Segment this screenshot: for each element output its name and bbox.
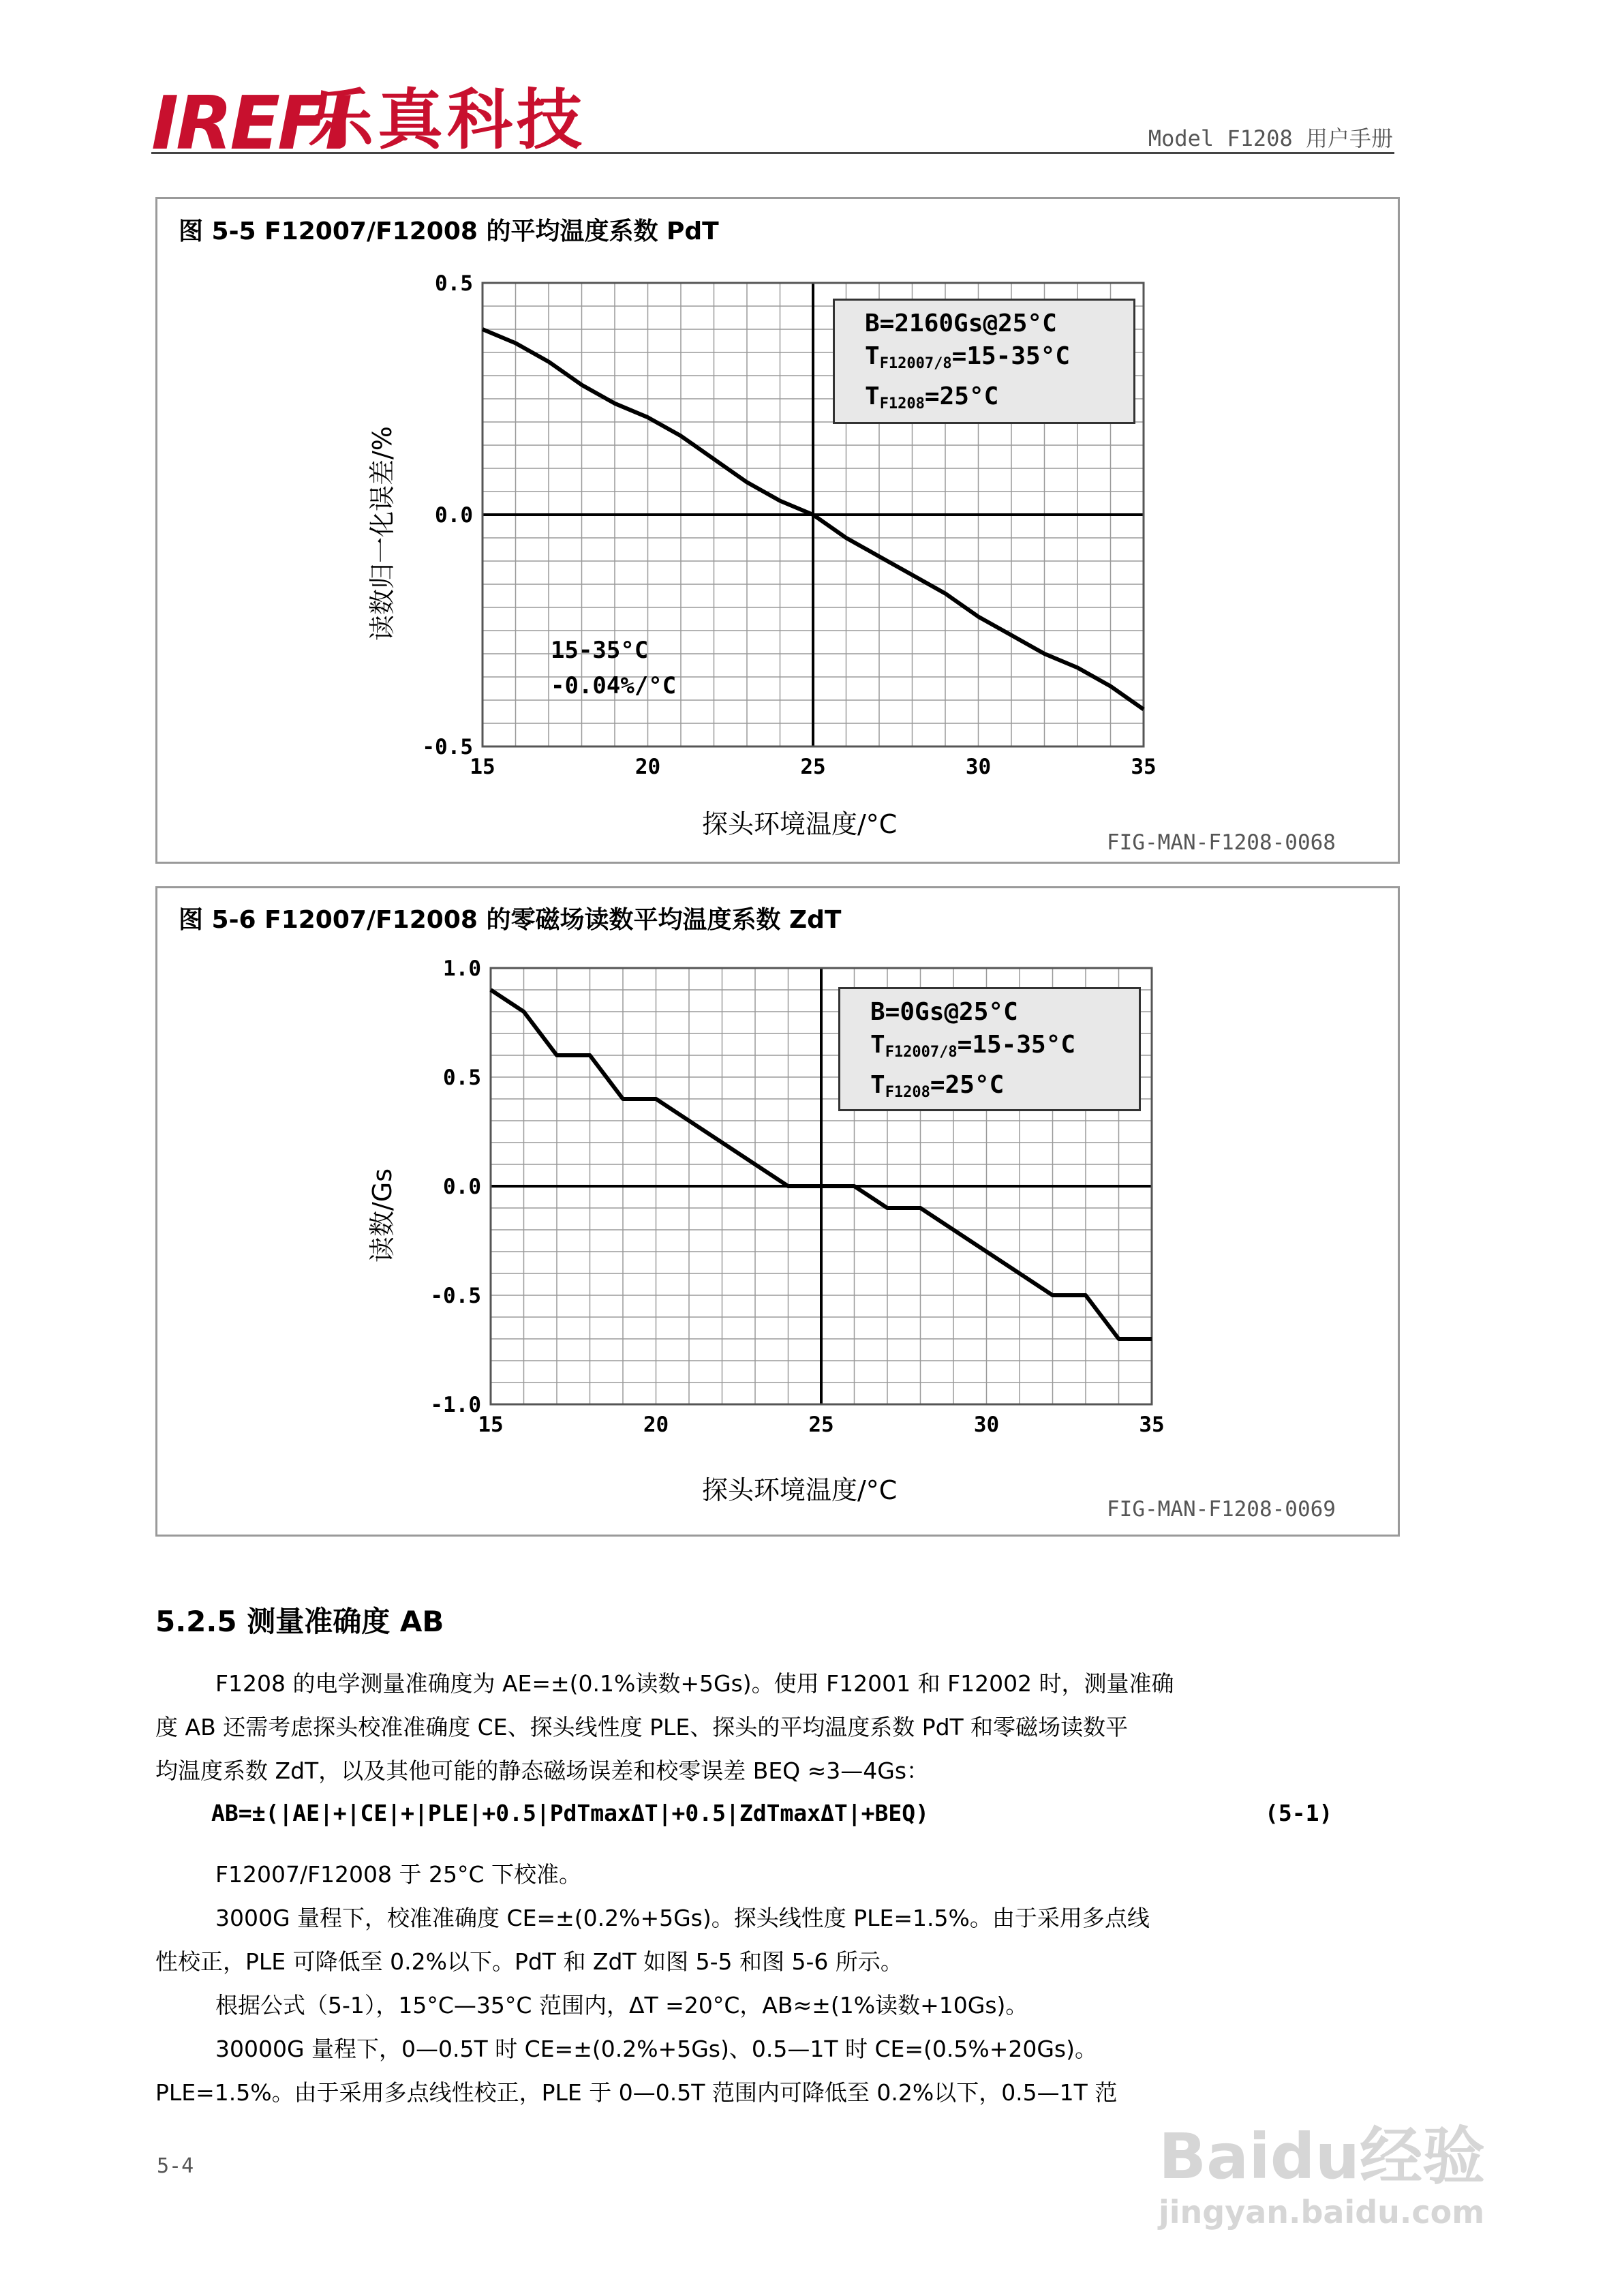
y-tick-label: 0.0 bbox=[435, 503, 473, 528]
y-tick-label: 0.0 bbox=[443, 1175, 481, 1199]
paragraph-line: 性校正，PLE 可降低至 0.2%以下。PdT 和 ZdT 如图 5-5 和图 5-6 所示。 bbox=[155, 1948, 903, 1975]
annotation-range: 15-35°C bbox=[551, 637, 649, 664]
irefi-logo: IREFI bbox=[151, 81, 350, 166]
data-point bbox=[1011, 635, 1012, 636]
figure-5-5-annotation bbox=[551, 633, 676, 704]
data-point bbox=[714, 458, 715, 459]
page-number: 5-4 bbox=[157, 2154, 194, 2178]
x-tick-label: 20 bbox=[643, 1413, 669, 1437]
data-point bbox=[523, 1011, 525, 1012]
data-point bbox=[1118, 1338, 1120, 1340]
data-point bbox=[556, 1055, 557, 1056]
x-tick-label: 25 bbox=[808, 1413, 834, 1437]
figure-5-6-legend bbox=[838, 987, 1141, 1111]
figure-5-5-xlabel: 探头环境温度/°C bbox=[702, 809, 898, 839]
data-point bbox=[548, 361, 549, 363]
data-point bbox=[1052, 1295, 1054, 1296]
legend-sub: F12007/8 bbox=[879, 355, 952, 372]
legend-t: T bbox=[870, 1071, 885, 1099]
paragraph-3 bbox=[155, 1897, 1150, 1984]
paragraph-line: 均温度系数 ZdT，以及其他可能的静态磁场误差和校零误差 BEQ ≈3—4Gs： bbox=[155, 1757, 930, 1784]
paragraph-line: F1208 的电学测量准确度为 AE=±(0.1%读数+5Gs)。使用 F12001 和 F12002 时，测量准确 bbox=[215, 1670, 1174, 1697]
data-point bbox=[887, 1207, 888, 1209]
x-tick-label: 30 bbox=[973, 1413, 1000, 1437]
data-point bbox=[754, 1164, 756, 1165]
paragraph-4: 根据公式（5-1），15°C—35°C 范围内，ΔT =20°C，AB≈±(1%读数+10Gs)。 bbox=[215, 1992, 1028, 2019]
legend-sub: F12007/8 bbox=[885, 1044, 958, 1061]
figure-5-6-title: 图 5-6 F12007/F12008 的零磁场读数平均温度系数 ZdT bbox=[179, 906, 842, 934]
legend-range: =15-35°C bbox=[957, 1031, 1076, 1059]
data-point bbox=[780, 500, 781, 502]
data-point bbox=[647, 417, 649, 418]
data-point bbox=[482, 329, 483, 330]
paragraph-line: PLE=1.5%。由于采用多点线性校正，PLE 于 0—0.5T 范围内可降低至 0.2%以下，0.5—1T 范 bbox=[155, 2079, 1118, 2106]
legend-cal: =25°C bbox=[924, 382, 999, 410]
figure-5-6-ylabel: 读数/Gs bbox=[367, 1168, 397, 1263]
data-point bbox=[515, 342, 517, 344]
figure-5-5-title: 图 5-5 F12007/F12008 的平均温度系数 PdT bbox=[179, 217, 719, 245]
figure-5-5-id: FIG-MAN-F1208-0068 bbox=[1107, 830, 1336, 855]
legend-field-line: B=2160Gs@25°C bbox=[865, 309, 1057, 337]
paragraph-5 bbox=[155, 2027, 1117, 2115]
legend-t: T bbox=[865, 342, 880, 370]
data-point bbox=[680, 435, 682, 436]
data-point bbox=[1085, 1295, 1086, 1296]
legend-field-line: B=0Gs@25°C bbox=[870, 998, 1018, 1026]
data-point bbox=[854, 1185, 855, 1187]
annotation-coefficient: -0.04%/°C bbox=[551, 672, 677, 699]
data-point bbox=[688, 1120, 690, 1121]
data-point bbox=[614, 403, 615, 404]
x-tick-label: 35 bbox=[1131, 755, 1157, 779]
paragraph-line: 度 AB 还需考虑探头校准准确度 CE、探头线性度 PLE、探头的平均温度系数 PdT 和零磁场读数平 bbox=[155, 1714, 1129, 1740]
manual-title: Model F1208 用户手册 bbox=[1148, 125, 1393, 151]
data-point bbox=[1143, 709, 1144, 710]
data-point bbox=[1044, 653, 1045, 654]
figure-5-6-id: FIG-MAN-F1208-0069 bbox=[1107, 1497, 1336, 1522]
legend-sub: F1208 bbox=[885, 1084, 930, 1101]
data-point bbox=[953, 1229, 954, 1230]
y-tick-label: -1.0 bbox=[430, 1393, 481, 1417]
x-tick-label: 15 bbox=[470, 755, 495, 779]
x-tick-label: 35 bbox=[1139, 1413, 1165, 1437]
data-point bbox=[622, 1098, 624, 1100]
data-point bbox=[788, 1185, 789, 1187]
data-point bbox=[1151, 1338, 1152, 1340]
x-tick-label: 20 bbox=[634, 755, 661, 779]
data-point bbox=[1019, 1273, 1020, 1274]
paragraph-line: 30000G 量程下，0—0.5T 时 CE=±(0.2%+5Gs)、0.5—1T 时 CE=(0.5%+20Gs)。 bbox=[215, 2036, 1097, 2062]
data-point bbox=[986, 1251, 988, 1252]
y-tick-label: -0.5 bbox=[422, 735, 473, 759]
section-heading: 5.2.5 测量准确度 AB bbox=[155, 1605, 444, 1638]
data-point bbox=[1077, 667, 1078, 668]
formula-5-1: AB=±(|AE|+|CE|+|PLE|+0.5|PdTmaxΔT|+0.5|ZdTmaxΔT|+BEQ) bbox=[211, 1800, 929, 1826]
x-tick-label: 30 bbox=[965, 755, 992, 779]
data-point bbox=[846, 537, 847, 539]
y-tick-label: 0.5 bbox=[435, 271, 473, 296]
legend-sub: F1208 bbox=[879, 395, 925, 412]
figure-5-6-xlabel: 探头环境温度/°C bbox=[702, 1475, 898, 1505]
x-tick-label: 15 bbox=[478, 1413, 504, 1437]
data-point bbox=[1110, 686, 1112, 687]
x-tick-label: 25 bbox=[800, 755, 826, 779]
baidu-watermark-url: jingyan.baidu.com bbox=[1159, 2194, 1485, 2231]
data-point bbox=[722, 1142, 723, 1143]
company-name: 乐真科技 bbox=[308, 81, 586, 158]
y-tick-label: 1.0 bbox=[443, 956, 481, 981]
data-point bbox=[656, 1098, 657, 1100]
legend-range: =15-35°C bbox=[951, 342, 1071, 370]
data-point bbox=[821, 1185, 822, 1187]
baidu-watermark: Baidu经验 bbox=[1159, 2120, 1486, 2193]
figure-5-5-ylabel: 读数归一化误差/% bbox=[367, 426, 397, 641]
data-point bbox=[581, 384, 583, 386]
legend-cal: =25°C bbox=[930, 1071, 1005, 1099]
y-tick-label: -0.5 bbox=[430, 1284, 481, 1308]
data-point bbox=[590, 1055, 591, 1056]
legend-t: T bbox=[865, 382, 880, 410]
data-point bbox=[878, 556, 880, 557]
figure-5-5-legend bbox=[833, 299, 1135, 424]
header-divider bbox=[151, 152, 1394, 154]
data-point bbox=[812, 514, 814, 515]
data-point bbox=[920, 1207, 921, 1209]
y-tick-label: 0.5 bbox=[443, 1066, 481, 1090]
legend-t: T bbox=[870, 1031, 885, 1059]
data-point bbox=[912, 574, 913, 575]
data-point bbox=[490, 989, 491, 991]
formula-number: (5-1) bbox=[1265, 1800, 1333, 1826]
paragraph-line: 3000G 量程下，校准准确度 CE=±(0.2%+5Gs)。探头线性度 PLE=1.5%。由于采用多点线 bbox=[215, 1905, 1150, 1931]
data-point bbox=[945, 593, 946, 594]
data-point bbox=[746, 481, 748, 483]
paragraph-2: F12007/F12008 于 25°C 下校准。 bbox=[215, 1861, 582, 1888]
paragraph-1 bbox=[155, 1662, 1174, 1793]
data-point bbox=[978, 616, 979, 618]
